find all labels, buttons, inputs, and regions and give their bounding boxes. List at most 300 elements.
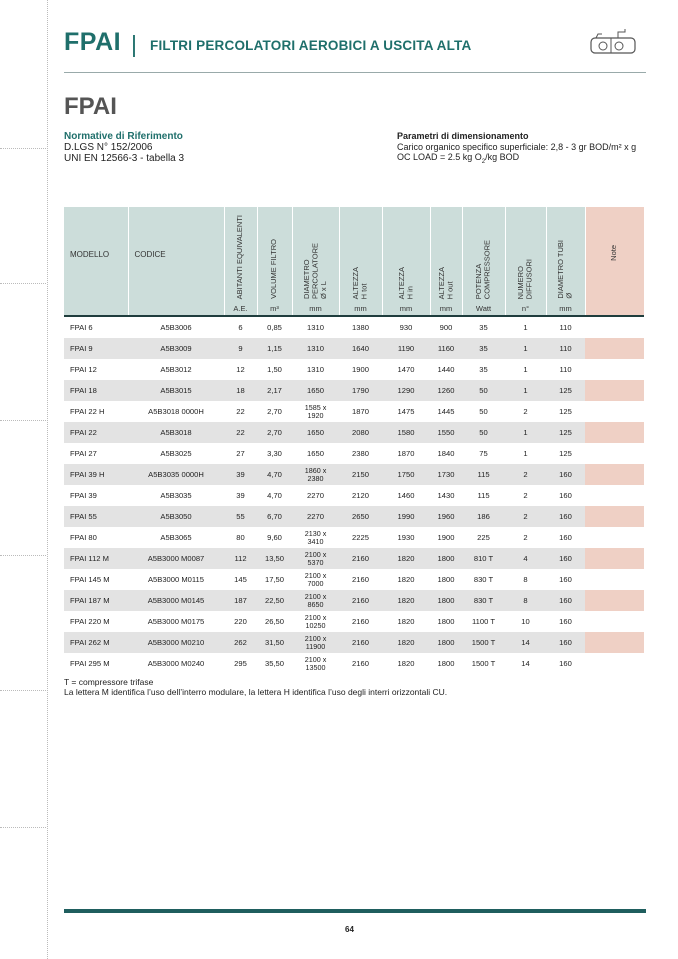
- header-separator: |: [131, 31, 137, 57]
- table-row: [64, 464, 644, 485]
- cell-note: [585, 359, 644, 380]
- diam-line1: 2130 x: [304, 528, 327, 538]
- cell-htot: 1380: [352, 323, 369, 332]
- cell-code: A5B3035: [160, 491, 192, 500]
- cell-note: [585, 569, 644, 590]
- diam-line1: 2100 x: [304, 633, 327, 643]
- cell-vol: 1,15: [257, 338, 292, 359]
- cell-tubi: 110: [559, 323, 572, 332]
- cell-htot: 2160: [339, 632, 382, 653]
- cell-vol: 3,30: [267, 449, 282, 458]
- cell-hout: 900: [439, 323, 453, 332]
- table-row: [64, 653, 644, 674]
- cell-htot: 2080: [339, 422, 382, 443]
- cell-tubi: 125: [546, 422, 585, 443]
- cell-diam: [292, 653, 339, 674]
- cell-hout: 1960: [430, 506, 462, 527]
- cell-tubi: 125: [559, 449, 572, 458]
- col-potenza: [462, 207, 505, 301]
- cell-model: FPAI 22: [64, 422, 128, 443]
- parameters-heading: Parametri di dimensionamento: [397, 131, 529, 141]
- footnotes: [64, 677, 447, 697]
- cell-htot: 1640: [339, 338, 382, 359]
- cell-code: A5B3000 M0210: [128, 632, 224, 653]
- cell-note: [585, 632, 644, 653]
- cell-num: 2: [505, 464, 546, 485]
- cell-hin: 1475: [397, 407, 415, 416]
- cell-htot: 1870: [352, 407, 369, 416]
- cell-vol: 4,70: [267, 491, 282, 500]
- cell-vol: 35,50: [264, 659, 284, 668]
- diam-line2: 10250: [305, 620, 326, 630]
- table-row: [64, 569, 644, 590]
- cell-model: FPAI 187 M: [64, 590, 128, 611]
- table-row: [64, 485, 644, 506]
- col-diametro-line1: DIAMETRO: [301, 259, 311, 299]
- col-codice: CODICE: [128, 207, 224, 301]
- table-body: [64, 317, 644, 674]
- diam-line2: 5370: [307, 557, 324, 567]
- cell-hin: 1750: [382, 464, 430, 485]
- col-potenza-line2: COMPRESSORE: [482, 239, 492, 299]
- cell-ae: 262: [224, 632, 257, 653]
- cell-pot: 1500 T: [462, 632, 505, 653]
- cell-vol: 1,50: [267, 365, 282, 374]
- cell-tubi: 160: [546, 632, 585, 653]
- cell-hin: 1820: [397, 617, 415, 626]
- cell-num: 2: [505, 506, 546, 527]
- cell-ae: 55: [224, 506, 257, 527]
- cell-diam: 1310: [292, 338, 339, 359]
- cell-note: [585, 527, 644, 548]
- table-row: [64, 506, 644, 527]
- unit-cell: mm: [430, 301, 462, 315]
- cell-ae: 80: [236, 533, 245, 542]
- cell-ae: 39: [224, 464, 257, 485]
- cell-code: A5B3006: [160, 323, 192, 332]
- cell-ae: 220: [234, 617, 247, 626]
- col-numero-label: [517, 256, 534, 299]
- cell-note: [585, 548, 644, 569]
- cell-hout: 1900: [437, 533, 455, 542]
- cell-tubi: 160: [559, 617, 572, 626]
- cell-pot: 35: [479, 323, 488, 332]
- cell-num: 2: [523, 491, 528, 500]
- cell-htot: 2160: [352, 575, 369, 584]
- header-subtitle: FILTRI PERCOLATORI AEROBICI A USCITA ALTA: [150, 38, 472, 53]
- col-diametro-label: [303, 240, 329, 299]
- cell-note: [585, 338, 644, 359]
- oc-load-sub: 2: [481, 158, 486, 165]
- cell-num: 1: [505, 380, 546, 401]
- cell-hin: 1870: [397, 449, 415, 458]
- cell-model: FPAI 22 H: [70, 407, 105, 416]
- margin-tick: [0, 827, 46, 828]
- cell-ae: 145: [234, 575, 247, 584]
- cell-tubi: 160: [546, 506, 585, 527]
- cell-diam: [292, 632, 339, 653]
- cell-htot: 2160: [352, 659, 369, 668]
- table-row: [64, 611, 644, 632]
- cell-diam: [292, 569, 339, 590]
- cell-hout: 1800: [430, 548, 462, 569]
- cell-code: A5B3018: [128, 422, 224, 443]
- cell-pot: 810 T: [462, 548, 505, 569]
- cell-pot: 1100 T: [472, 617, 495, 626]
- cell-diam: 1650: [307, 449, 324, 458]
- col-tubi-line1: DIAMETRO TUBI: [556, 240, 565, 299]
- cell-num: 1: [523, 449, 528, 458]
- col-hout-label: [438, 264, 455, 299]
- cell-hin: 1190: [382, 338, 430, 359]
- cell-tubi: 110: [546, 338, 585, 359]
- normative-block: [64, 131, 184, 164]
- cell-diam: [292, 590, 339, 611]
- cell-pot: 186: [462, 506, 505, 527]
- cell-diam: [292, 527, 339, 548]
- cell-tubi: 160: [546, 590, 585, 611]
- cell-vol: 2,17: [257, 380, 292, 401]
- cell-code: A5B3012: [160, 365, 192, 374]
- cell-diam: 1650: [292, 422, 339, 443]
- cell-model: FPAI 39: [70, 491, 97, 500]
- col-volume-label: VOLUME FILTRO: [269, 239, 279, 299]
- cell-tubi: 160: [559, 659, 572, 668]
- diam-line1: 2100 x: [304, 612, 327, 622]
- col-hout-line2: H out: [445, 281, 454, 299]
- col-potenza-line1: POTENZA: [474, 263, 483, 299]
- specifications-table: [64, 207, 645, 674]
- cell-vol: 2,70: [257, 422, 292, 443]
- cell-diam: [292, 401, 339, 422]
- cell-hout: 1430: [437, 491, 455, 500]
- cell-hin: 1820: [397, 575, 415, 584]
- cell-pot: 35: [479, 365, 488, 374]
- col-ae: [224, 207, 257, 301]
- oc-load-text: OC LOAD = 2.5 kg O: [397, 152, 482, 162]
- cell-hin: 1290: [382, 380, 430, 401]
- cell-diam: 1650: [292, 380, 339, 401]
- cell-ae: 39: [236, 491, 245, 500]
- diam-line1: 2100 x: [304, 654, 327, 664]
- cell-note: [585, 653, 644, 674]
- cell-hout: 1800: [437, 659, 455, 668]
- cell-vol: 6,70: [257, 506, 292, 527]
- cell-hout: 1440: [437, 365, 455, 374]
- unit-cell: [585, 301, 644, 315]
- parameters-line-oc: [397, 152, 636, 167]
- cell-tubi: 110: [559, 365, 572, 374]
- cell-hin: 1580: [382, 422, 430, 443]
- cell-model: FPAI 18: [64, 380, 128, 401]
- cell-ae: 295: [234, 659, 247, 668]
- page-title: FPAI: [64, 93, 117, 120]
- col-htot: [339, 207, 382, 301]
- cell-pot: 1500 T: [471, 659, 496, 668]
- cell-num: 1: [523, 323, 528, 332]
- cell-num: 14: [521, 659, 530, 668]
- cell-hin: 1820: [397, 659, 415, 668]
- unit-cell: [128, 301, 224, 315]
- cell-diam: [292, 464, 339, 485]
- unit-cell: m³: [257, 301, 292, 315]
- cell-hout: 1730: [430, 464, 462, 485]
- col-diametro-line3: Ø x L: [318, 281, 328, 299]
- unit-cell: mm: [339, 301, 382, 315]
- cell-vol: 22,50: [257, 590, 292, 611]
- cell-hin: 1820: [382, 632, 430, 653]
- col-diametro: [292, 207, 339, 301]
- cell-hout: 1260: [430, 380, 462, 401]
- cell-htot: 1790: [339, 380, 382, 401]
- col-hout: [430, 207, 462, 301]
- table-row: [64, 422, 644, 443]
- oc-load-unit: /kg BOD: [485, 152, 520, 162]
- cell-num: 8: [523, 575, 528, 584]
- cell-diam: [292, 611, 339, 632]
- margin-guide: [47, 0, 48, 959]
- cell-num: 14: [505, 632, 546, 653]
- cell-hout: 1445: [437, 407, 455, 416]
- table-row: [64, 443, 644, 464]
- cell-code: A5B3065: [160, 533, 192, 542]
- diam-line2: 7000: [307, 578, 324, 588]
- unit-cell: mm: [292, 301, 339, 315]
- parameters-line: Carico organico specifico superficiale: 2,8 - 3 gr BOD/m² x g: [397, 141, 637, 152]
- cell-vol: 4,70: [257, 464, 292, 485]
- cell-htot: 2225: [352, 533, 369, 542]
- diam-line1: 2100 x: [304, 591, 327, 601]
- cell-vol: 13,50: [257, 548, 292, 569]
- cell-note: [585, 380, 644, 401]
- cell-tubi: 160: [559, 575, 572, 584]
- diam-line2: 3410: [307, 536, 324, 546]
- cell-model: FPAI 12: [70, 365, 97, 374]
- cell-note: [585, 590, 644, 611]
- cell-code: A5B3000 M0115: [147, 575, 204, 584]
- cell-note: [585, 611, 644, 632]
- cell-hout: 1840: [437, 449, 455, 458]
- col-hin-line1: ALTEZZA: [396, 266, 406, 299]
- cell-hout: 1800: [430, 632, 462, 653]
- col-note-label: Note: [609, 245, 619, 261]
- col-potenza-label: [475, 237, 492, 299]
- col-numero-line2: DIFFUSORI: [524, 258, 534, 299]
- cell-code: A5B3035 0000H: [128, 464, 224, 485]
- margin-tick: [0, 148, 46, 149]
- col-tubi-label: [557, 237, 574, 299]
- cell-vol: 31,50: [257, 632, 292, 653]
- cell-code: A5B3018 0000H: [148, 407, 204, 416]
- cell-note: [585, 464, 644, 485]
- col-numero: [505, 207, 546, 301]
- cell-tubi: 125: [546, 380, 585, 401]
- cell-ae: 187: [224, 590, 257, 611]
- unit-cell: n°: [505, 301, 546, 315]
- table-row: [64, 548, 644, 569]
- cell-hout: 1800: [437, 575, 455, 584]
- cell-model: FPAI 55: [64, 506, 128, 527]
- cell-diam: [292, 548, 339, 569]
- col-note: [585, 207, 644, 301]
- cell-vol: 2,70: [267, 407, 282, 416]
- unit-cell: [64, 301, 128, 315]
- cell-hin: 1820: [382, 548, 430, 569]
- unit-cell: A.E.: [224, 301, 257, 315]
- cell-model: FPAI 262 M: [64, 632, 128, 653]
- col-hout-line1: ALTEZZA: [436, 266, 446, 299]
- cell-htot: 2160: [339, 590, 382, 611]
- normative-heading: Normative di Riferimento: [64, 131, 183, 142]
- cell-model: FPAI 220 M: [70, 617, 110, 626]
- table-row: [64, 527, 644, 548]
- diam-line1: 1860 x: [304, 465, 327, 475]
- col-diametro-line2: PERCOLATORE: [310, 243, 320, 299]
- table-header-row: [64, 207, 644, 301]
- cell-num: 2: [523, 533, 528, 542]
- diam-line2: 1920: [307, 410, 324, 420]
- cell-hout: 1800: [437, 617, 455, 626]
- cell-model: FPAI 145 M: [70, 575, 110, 584]
- cell-vol: 26,50: [264, 617, 284, 626]
- col-hin-line2: H in: [405, 285, 414, 299]
- cell-hin: 930: [399, 323, 413, 332]
- table-row: [64, 359, 644, 380]
- header-brand: FPAI: [64, 28, 122, 56]
- cell-pot: 115: [462, 464, 505, 485]
- cell-model: FPAI 6: [70, 323, 93, 332]
- header-rule: [64, 72, 646, 73]
- cell-vol: 0,85: [267, 323, 282, 332]
- footnote: La lettera M identifica l’uso dell’interro modulare, la lettera H identifica l’uso degli interri orizzontali CU.: [64, 687, 448, 697]
- cell-ae: 112: [224, 548, 257, 569]
- cell-code: A5B3000 M0145: [128, 590, 224, 611]
- cell-vol: 17,50: [264, 575, 284, 584]
- cell-note: [585, 443, 644, 464]
- margin-tick: [0, 420, 46, 421]
- col-numero-line1: NUMERO: [516, 265, 525, 299]
- footnote: T = compressore trifase: [64, 677, 154, 687]
- cell-code: A5B3009: [128, 338, 224, 359]
- cell-tubi: 160: [559, 491, 572, 500]
- cell-note: [585, 506, 644, 527]
- cell-code: A5B3000 M0240: [147, 659, 205, 668]
- cell-hin: 1820: [382, 590, 430, 611]
- cell-htot: 2650: [339, 506, 382, 527]
- col-hin-label: [398, 264, 415, 299]
- margin-tick: [0, 555, 46, 556]
- page-number: 64: [345, 925, 354, 934]
- col-volume: [257, 207, 292, 301]
- cell-diam: 2270: [292, 506, 339, 527]
- cell-code: A5B3050: [128, 506, 224, 527]
- table-row: [64, 632, 644, 653]
- cell-num: 1: [505, 338, 546, 359]
- cell-diam: 1310: [307, 323, 324, 332]
- footer-rule: [64, 909, 646, 913]
- cell-code: A5B3000 M0087: [128, 548, 224, 569]
- cell-num: 1: [505, 422, 546, 443]
- cell-pot: 830 T: [473, 575, 494, 584]
- diam-line2: 2380: [307, 473, 324, 483]
- units-row: [64, 301, 644, 315]
- cell-hout: 1160: [430, 338, 462, 359]
- parameters-block: [397, 131, 636, 167]
- cell-hout: 1550: [430, 422, 462, 443]
- margin-tick: [0, 690, 46, 691]
- cell-pot: 115: [477, 491, 490, 500]
- cell-pot: 75: [479, 449, 488, 458]
- diam-line2: 11900: [305, 641, 326, 651]
- cell-model: FPAI 80: [70, 533, 97, 542]
- cell-hout: 1800: [430, 590, 462, 611]
- cell-vol: 9,60: [267, 533, 282, 542]
- cell-pot: 50: [479, 407, 488, 416]
- cell-model: FPAI 39 H: [64, 464, 128, 485]
- cell-htot: 2160: [339, 548, 382, 569]
- cell-htot: 2160: [352, 617, 369, 626]
- cell-pot: 225: [477, 533, 490, 542]
- cell-num: 10: [521, 617, 530, 626]
- col-tubi-line2: Ø: [564, 293, 574, 299]
- diam-line1: 2100 x: [304, 570, 327, 580]
- cell-ae: 18: [224, 380, 257, 401]
- cell-pot: 35: [462, 338, 505, 359]
- normative-line: UNI EN 12566-3 - tabella 3: [64, 153, 185, 164]
- cell-code: A5B3025: [160, 449, 192, 458]
- cell-model: FPAI 295 M: [70, 659, 110, 668]
- cell-htot: 2380: [352, 449, 369, 458]
- cell-model: FPAI 9: [64, 338, 128, 359]
- cell-htot: 2150: [339, 464, 382, 485]
- col-htot-line2: H tot: [359, 283, 369, 299]
- col-ae-label: ABITANTI EQUIVALENTI: [235, 214, 245, 299]
- unit-cell: mm: [546, 301, 585, 315]
- cell-code: A5B3015: [128, 380, 224, 401]
- col-modello: MODELLO: [64, 207, 128, 301]
- normative-line: D.LGS N° 152/2006: [64, 142, 153, 153]
- cell-hin: 1470: [397, 365, 415, 374]
- cell-hin: 1930: [397, 533, 415, 542]
- cell-tubi: 160: [546, 464, 585, 485]
- cell-ae: 9: [224, 338, 257, 359]
- cell-num: 8: [505, 590, 546, 611]
- cell-pot: 830 T: [462, 590, 505, 611]
- col-htot-label: [352, 264, 369, 299]
- cell-diam: 2270: [307, 491, 324, 500]
- tank-logo-icon: [588, 28, 638, 58]
- cell-note: [585, 317, 644, 338]
- table-row: [64, 338, 644, 359]
- cell-note: [585, 401, 644, 422]
- cell-tubi: 160: [546, 548, 585, 569]
- cell-ae: 22: [236, 407, 245, 416]
- margin-tick: [0, 283, 46, 284]
- cell-ae: 6: [238, 323, 243, 332]
- col-htot-line1: ALTEZZA: [351, 266, 360, 299]
- col-tubi: [546, 207, 585, 301]
- cell-hin: 1990: [382, 506, 430, 527]
- cell-ae: 27: [236, 449, 245, 458]
- cell-diam: 1310: [307, 365, 324, 374]
- cell-model: FPAI 112 M: [64, 548, 128, 569]
- unit-cell: mm: [382, 301, 430, 315]
- table-row: [64, 590, 644, 611]
- diam-line2: 13500: [305, 662, 326, 672]
- cell-num: 4: [505, 548, 546, 569]
- cell-code: A5B3000 M0175: [147, 617, 205, 626]
- cell-htot: 2120: [352, 491, 369, 500]
